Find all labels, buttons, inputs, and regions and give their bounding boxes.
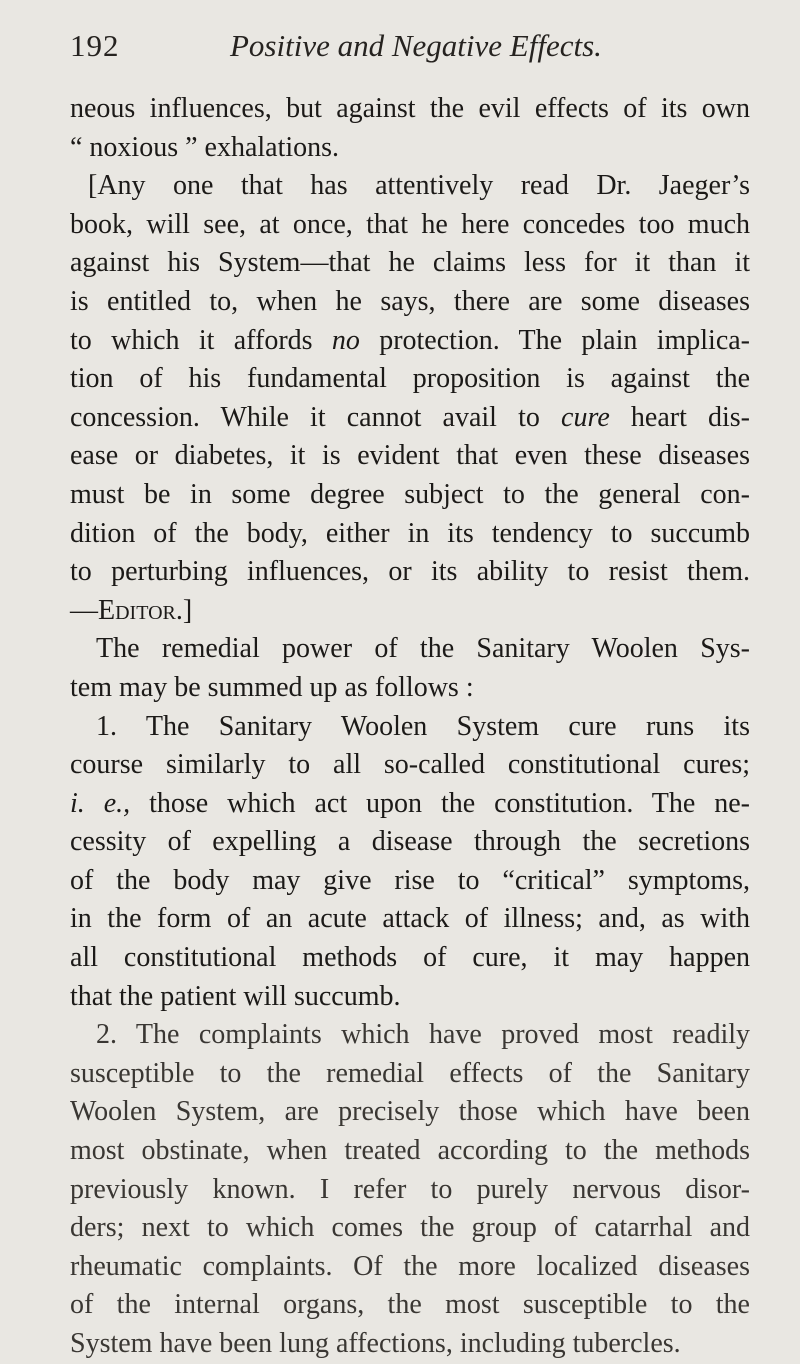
list-item-2-line: rheumatic complaints. Of the more localized diseases [70,1250,750,1282]
editor-note-line: to which it affords no protection. The plain implica- [70,324,751,356]
text-line: neous influences, but against the evil effects of its own [70,93,750,124]
list-item-1-line: of the body may give rise to “critical” symptoms, [70,864,750,896]
list-item-2-line: Woolen System, are precisely those which have been [70,1096,750,1128]
list-item-2-line: susceptible to the remedial effects of the Sanitary [70,1057,750,1089]
running-title: Positive and Negative Effects. [230,28,602,63]
list-item-2-line: ders; next to which comes the group of catarrhal and [70,1212,750,1244]
list-item-2-line: of the internal organs, the most susceptible to the [70,1289,750,1321]
page-number: 192 [70,28,120,63]
list-item-2-line: most obstinate, when treated according to the methods [70,1135,750,1167]
list-item-1-line: all constitutional methods of cure, it may happen [70,942,750,974]
editor-note-line: dition of the body, either in its tendency to succumb [70,517,750,549]
list-item-1-line: cessity of expelling a disease through the secretions [70,826,750,858]
editor-note-line: against his System—that he claims less for it than it [70,247,750,279]
editor-note-line: [Any one that has attentively read Dr. Jaeger’s [88,170,750,202]
editor-signature: —Editor.] [70,594,193,626]
body-text [70,90,750,1364]
paragraph-line: tem may be summed up as follows : [70,671,474,703]
list-item-2-line: previously known. I refer to purely nervous disor- [70,1173,750,1205]
editor-note-line: ease or diabetes, it is evident that even these diseases [70,440,750,472]
list-item-1-line: i. e., those which act upon the constitution. The ne- [70,787,750,819]
editor-note-line: concession. While it cannot avail to cure heart dis- [70,401,750,433]
list-item-1-line: course similarly to all so-called constitutional cures; [70,749,750,781]
editor-note-line: tion of his fundamental proposition is against the [70,363,750,395]
list-item-2-line: System have been lung affections, including tubercles. [70,1328,681,1359]
editor-note-line: book, will see, at once, that he here concedes too much [70,208,750,240]
running-head [70,28,750,68]
list-item-1-line: in the form of an acute attack of illness; and, as with [70,903,750,935]
editor-note-line: is entitled to, when he says, there are some diseases [70,285,750,317]
list-item-1-line: 1. The Sanitary Woolen System cure runs its [96,710,750,742]
paragraph-line: The remedial power of the Sanitary Woolen Sys- [96,633,750,665]
list-item-1-line: that the patient will succumb. [70,980,401,1012]
list-item-2-line: 2. The complaints which have proved most readily [96,1019,750,1051]
editor-note-line: must be in some degree subject to the general con- [70,478,750,510]
editor-note-line: to perturbing influences, or its ability to resist them. [70,556,750,588]
text-line: “ noxious ” exhalations. [70,131,340,163]
